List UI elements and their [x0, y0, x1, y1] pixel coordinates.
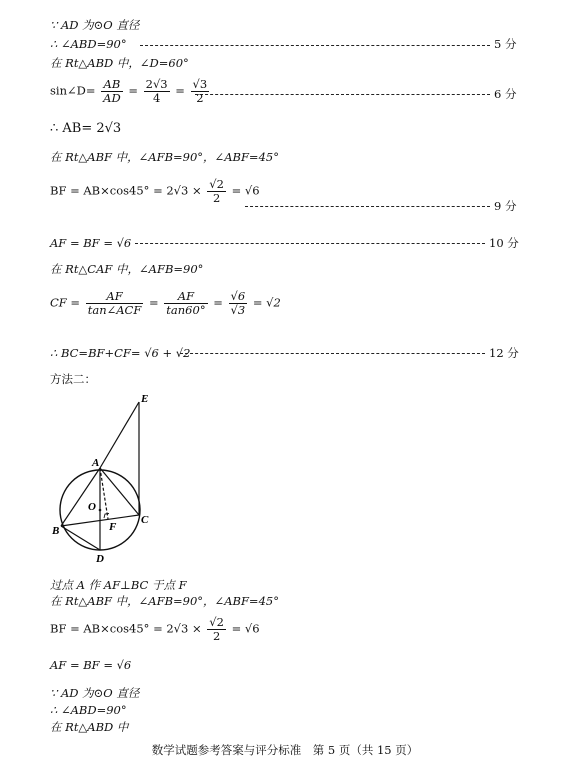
label-f: F: [109, 521, 117, 533]
line-af-bf-2: AF = BF = √6: [50, 658, 132, 672]
fraction-r2-2: [207, 616, 226, 643]
line-ad-diameter: ∵ AD 为⊙O 直径: [50, 18, 140, 32]
line-angle-abd-2: ∴ ∠ABD=90°: [50, 703, 127, 717]
score-5: 5 分: [494, 37, 517, 51]
label-b: B: [52, 525, 60, 537]
fraction-den: tan60°: [166, 303, 206, 317]
equals: =: [175, 83, 185, 98]
fraction-den: √3: [230, 303, 246, 317]
fraction-num: AF: [164, 290, 207, 304]
fraction-den: 2: [212, 629, 221, 643]
fraction-num: AB: [101, 78, 123, 92]
label-e: E: [141, 393, 149, 405]
line-rt-abd: 在 Rt△ABD 中，∠D=60°: [50, 56, 189, 70]
geometry-figure: [48, 390, 168, 570]
fraction-af-tanacf: [86, 290, 144, 317]
fraction-num: 2√3: [145, 77, 168, 91]
sin-prefix: sin∠D=: [50, 83, 96, 98]
line-sin-d: [50, 78, 211, 105]
label-d: D: [96, 553, 104, 565]
line-ad-diameter-2: ∵ AD 为⊙O 直径: [50, 686, 140, 700]
fraction-den: 2: [196, 91, 204, 105]
line-rt-abf-2: 在 Rt△ABF 中，∠AFB=90°，∠ABF=45°: [50, 594, 279, 608]
page-footer: 数学试题参考答案与评分标准 第 5 页（共 15 页）: [151, 743, 419, 757]
score-leader: [140, 45, 490, 46]
fraction-af-tan60: [164, 290, 207, 317]
fraction-r3-2: [191, 78, 210, 105]
line-rt-abf: 在 Rt△ABF 中，∠AFB=90°，∠ABF=45°: [50, 150, 279, 164]
segment-bd: [61, 526, 100, 550]
label-o: O: [88, 501, 96, 513]
line-bf-calc: [50, 178, 260, 205]
point-o: [99, 509, 102, 512]
fraction-2r3-4: [144, 78, 170, 105]
fraction-den: 2: [212, 191, 221, 205]
bf-left: BF = AB×cos45° = 2√3 ×: [50, 183, 202, 198]
line-af-bf: AF = BF = √6: [50, 236, 132, 250]
segment-ae: [100, 402, 139, 468]
bf-left: BF = AB×cos45° = 2√3 ×: [50, 621, 202, 636]
cf-prefix: CF =: [50, 295, 81, 310]
fraction-num: √6: [230, 289, 246, 303]
line-rt-caf: 在 Rt△CAF 中，∠AFB=90°: [50, 262, 204, 276]
fraction-den: AD: [103, 91, 121, 105]
score-leader: [180, 353, 485, 354]
fraction-r6-r3: [229, 290, 248, 317]
fraction-num: √2: [209, 177, 224, 191]
method-two-heading: 方法二：: [50, 372, 96, 386]
fraction-ab-ad: [101, 78, 123, 105]
fraction-den: 4: [152, 91, 161, 105]
equals: =: [213, 295, 223, 310]
line-construct-af: 过点 A 作 AF⊥BC 于点 F: [50, 578, 187, 592]
segment-ab: [61, 468, 100, 526]
equals: =: [149, 295, 159, 310]
line-bf-calc-2: [50, 616, 260, 643]
line-angle-abd: ∴ ∠ABD=90°: [50, 37, 127, 51]
cf-right: = √2: [252, 295, 281, 310]
fraction-den: tan∠ACF: [87, 303, 142, 317]
label-c: C: [141, 514, 149, 526]
score-leader: [245, 206, 490, 207]
fraction-num: AF: [86, 290, 144, 304]
equals: =: [128, 83, 138, 98]
score-leader: [195, 94, 490, 95]
fraction-r2-2: [207, 178, 226, 205]
score-10: 10 分: [489, 236, 519, 250]
label-a: A: [92, 457, 100, 469]
bf-right: = √6: [231, 621, 260, 636]
score-6: 6 分: [494, 87, 517, 101]
score-12: 12 分: [489, 346, 519, 360]
score-leader: [135, 243, 485, 244]
line-ab-value: ∴ AB= 2√3: [50, 121, 122, 136]
bf-right: = √6: [231, 183, 260, 198]
fraction-num: √2: [209, 615, 224, 629]
line-rt-abd-2: 在 Rt△ABD 中: [50, 720, 129, 734]
score-9: 9 分: [494, 199, 517, 213]
line-cf-calc: [50, 290, 281, 317]
fraction-num: √3: [192, 77, 208, 91]
line-bc-result: ∴ BC=BF+CF= √6 + √2: [50, 346, 191, 360]
